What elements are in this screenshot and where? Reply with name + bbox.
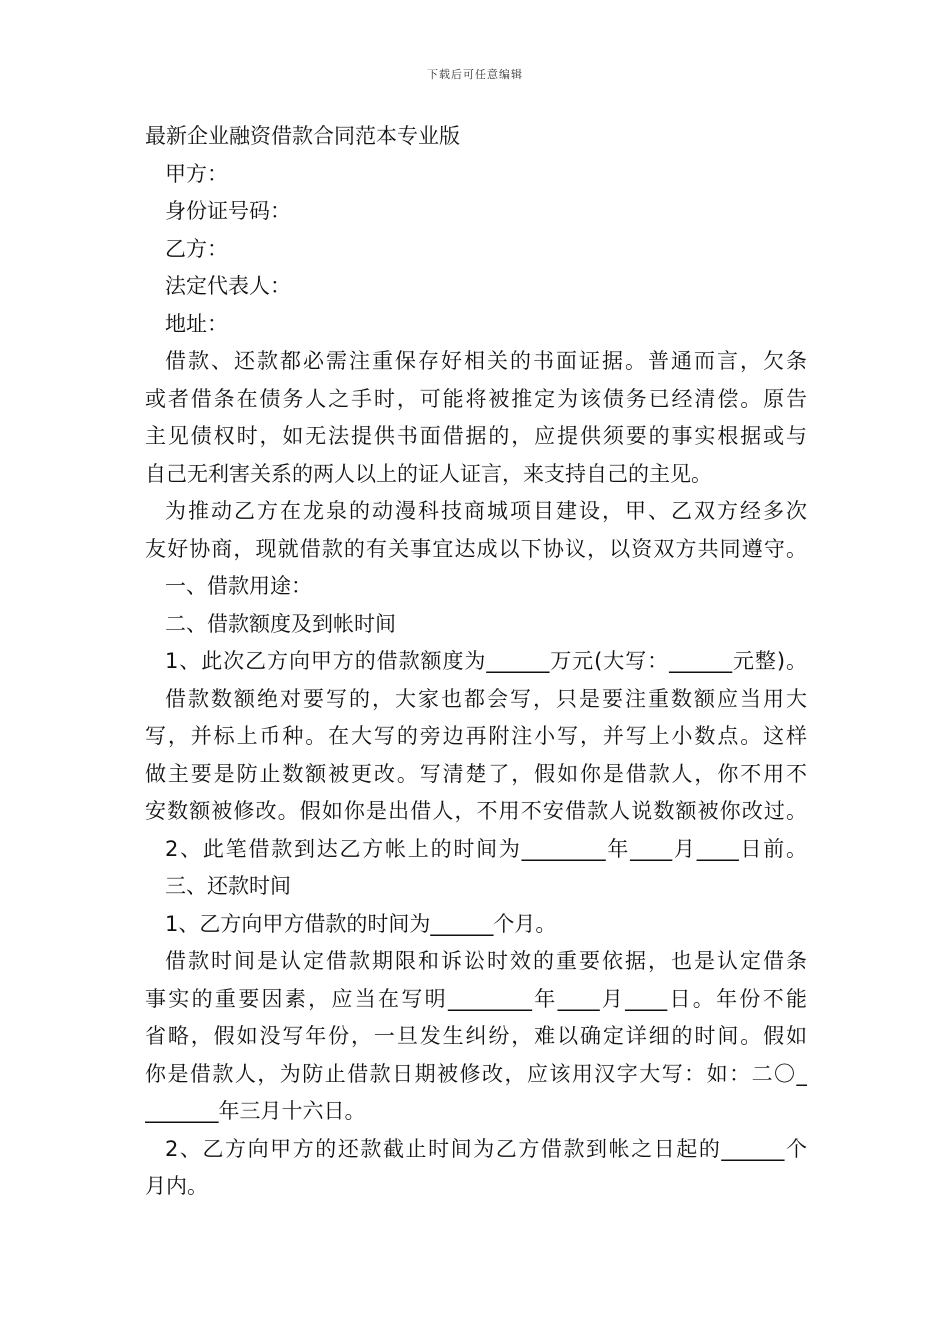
section-heading: 二、借款额度及到帐时间 xyxy=(165,611,396,636)
doc-title: 最新企业融资借款合同范本专业版 xyxy=(145,124,460,148)
paragraph-line: 写，并标上币种。在大写的旁边再附注小写，并写上小数点。这样 xyxy=(145,724,807,748)
paragraph-line: 省略，假如没写年份，一旦发生纠纷，难以确定详细的时间。假如 xyxy=(145,1024,807,1048)
field-legal-rep: 法定代表人： xyxy=(165,274,291,298)
paragraph-line: 做主要是防止数额被更改。写清楚了，假如你是借款人，你不用不 xyxy=(145,761,807,786)
paragraph-line: 月内。 xyxy=(145,1174,208,1198)
field-party-a: 甲方： xyxy=(165,161,228,186)
paragraph-line: 或者借条在债务人之手时，可能将被推定为该债务已经清偿。原告 xyxy=(145,386,807,411)
paragraph-line: 友好协商，现就借款的有关事宜达成以下协议，以资双方共同遵守。 xyxy=(145,536,807,561)
paragraph-line: 自己无利害关系的两人以上的证人证言，来支持自己的主见。 xyxy=(145,461,712,486)
page-header: 下载后可任意编辑 xyxy=(427,68,523,81)
paragraph-line: 借款数额绝对要写的，大家也都会写，只是要注重数额应当用大 xyxy=(165,686,807,711)
clause-line: 2、乙方向甲方的还款截止时间为乙方借款到帐之日起的______个 xyxy=(165,1136,807,1161)
section-heading: 一、借款用途： xyxy=(165,574,312,598)
paragraph-line: 为推动乙方在龙泉的动漫科技商城项目建设，甲、乙双方经多次 xyxy=(165,499,807,523)
paragraph-line: 主见债权时，如无法提供书面借据的，应提供须要的事实根据或与 xyxy=(145,424,807,448)
paragraph-line: 安数额被修改。假如你是出借人，不用不安借款人说数额被你改过。 xyxy=(145,799,807,823)
document-body xyxy=(145,118,807,1206)
field-id-number: 身份证号码： xyxy=(165,199,291,223)
field-party-b: 乙方： xyxy=(165,236,228,261)
clause-line: 1、此次乙方向甲方的借款额度为______万元(大写：______元整)。 xyxy=(165,649,807,673)
paragraph-line: 事实的重要因素，应当在写明________年____月____日。年份不能 xyxy=(145,986,807,1011)
section-heading: 三、还款时间 xyxy=(165,874,291,898)
clause-line: 2、此笔借款到达乙方帐上的时间为________年____月____日前。 xyxy=(165,836,807,861)
paragraph-line: 借款、还款都必需注重保存好相关的书面证据。普通而言，欠条 xyxy=(165,349,807,373)
paragraph-line: _______年三月十六日。 xyxy=(145,1099,366,1123)
field-address: 地址： xyxy=(165,311,228,336)
paragraph-line: 你是借款人，为防止借款日期被修改，应该用汉字大写：如：二〇_ xyxy=(145,1061,807,1086)
clause-line: 1、乙方向甲方借款的时间为______个月。 xyxy=(165,911,557,936)
paragraph-line: 借款时间是认定借款期限和诉讼时效的重要依据，也是认定借条 xyxy=(165,949,807,973)
